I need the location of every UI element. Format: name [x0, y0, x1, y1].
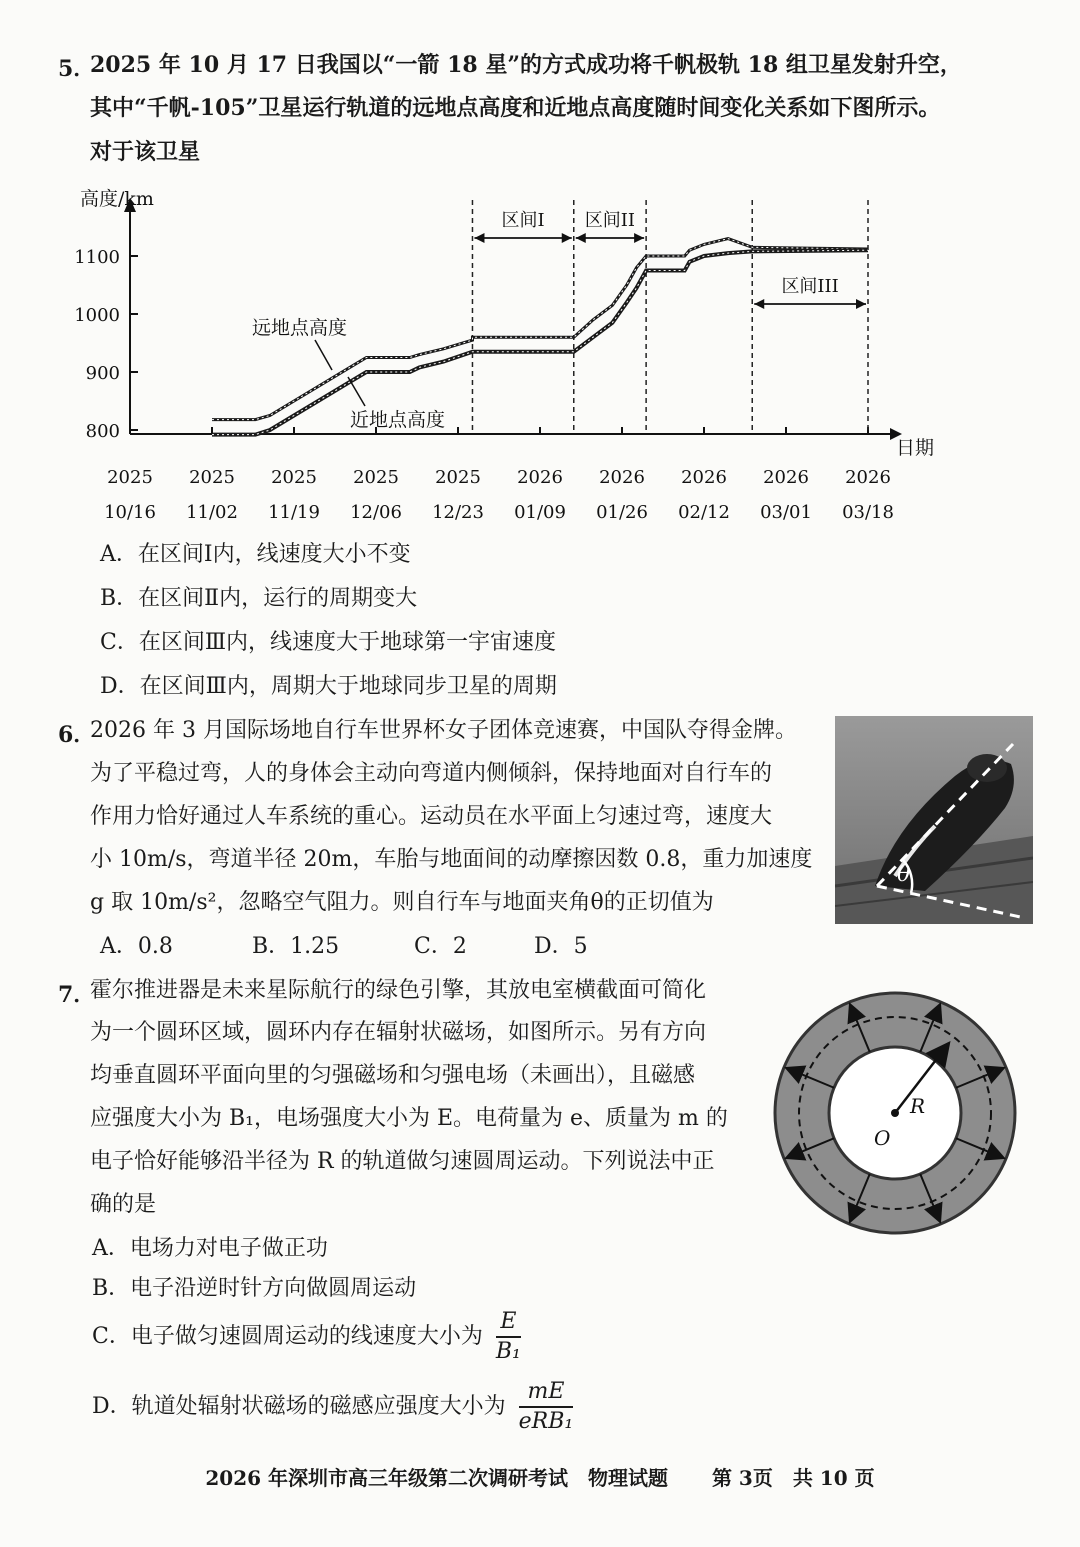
- x-tick-year: 2025: [271, 467, 317, 488]
- q6-line-4: 小 10m/s，弯道半径 20m，车胎与地面间的动摩擦因数 0.8，重力加速度: [90, 847, 813, 872]
- x-tick-year: 2026: [517, 467, 563, 488]
- x-tick-date: 03/18: [842, 502, 894, 523]
- x-tick-date: 10/16: [104, 502, 156, 523]
- interval-label: 区间II: [584, 210, 636, 231]
- q7-number: 7．: [58, 982, 96, 1008]
- interval-arrowhead: [856, 299, 866, 309]
- x-tick-year: 2025: [353, 467, 399, 488]
- x-tick-date: 11/19: [268, 502, 320, 523]
- q7-line-2: 为一个圆环区域，圆环内存在辐射状磁场，如图所示。另有方向: [90, 1020, 707, 1045]
- hall-thruster-ring-diagram: [770, 988, 1020, 1238]
- q6-option-a[interactable]: A．0.8: [100, 934, 173, 959]
- q7-line-3: 均垂直圆环平面向里的匀强磁场和匀强电场（未画出），且磁感: [90, 1063, 696, 1088]
- q5-number: 5．: [58, 56, 96, 82]
- interval-label: 区间III: [781, 276, 839, 297]
- q6-line-5: g 取 10m/s²，忽略空气阻力。则自行车与地面夹角θ的正切值为: [90, 890, 714, 915]
- x-tick-date: 01/26: [596, 502, 648, 523]
- cyclist-photo: [835, 716, 1033, 924]
- q6-option-d[interactable]: D．5: [534, 934, 588, 959]
- q5-option-b[interactable]: B．在区间Ⅱ内，运行的周期变大: [100, 586, 418, 611]
- interval-arrowhead: [562, 233, 572, 243]
- footer-page-number: 第 3页 共 10 页: [711, 1466, 875, 1490]
- series-line-perigee: [212, 250, 868, 434]
- series-label-apogee: 远地点高度: [252, 317, 348, 339]
- q5-line-3: 对于该卫星: [90, 139, 201, 165]
- x-tick-date: 12/06: [350, 502, 402, 523]
- interval-arrowhead: [474, 233, 484, 243]
- interval-arrowhead: [634, 233, 644, 243]
- y-axis-label: 高度/km: [80, 188, 154, 210]
- radius-label: R: [910, 1094, 926, 1118]
- q6-option-c[interactable]: C．2: [414, 934, 467, 959]
- x-tick-date: 11/02: [186, 502, 238, 523]
- x-tick-year: 2025: [107, 467, 153, 488]
- y-tick-label: 1100: [74, 247, 120, 268]
- page-footer: [0, 1462, 1080, 1491]
- x-tick-date: 02/12: [678, 502, 730, 523]
- x-tick-year: 2026: [763, 467, 809, 488]
- q7-line-4: 应强度大小为 B₁，电场强度大小为 E。电荷量为 e、质量为 m 的: [90, 1106, 728, 1131]
- photo-angle-label: θ: [897, 862, 911, 887]
- y-tick-label: 1000: [74, 305, 120, 326]
- series-label-perigee: 近地点高度: [350, 409, 446, 431]
- q7-option-a[interactable]: A．电场力对电子做正功: [92, 1236, 328, 1261]
- q7-option-d[interactable]: [92, 1378, 573, 1436]
- q7-option-c[interactable]: [92, 1308, 521, 1366]
- x-tick-year: 2025: [189, 467, 235, 488]
- q7-option-d-numerator: mE: [519, 1378, 574, 1408]
- x-tick-year: 2026: [845, 467, 891, 488]
- q6-line-2: 为了平稳过弯，人的身体会主动向弯道内侧倾斜，保持地面对自行车的: [90, 761, 773, 786]
- q5-option-c[interactable]: C．在区间Ⅲ内，线速度大于地球第一宇宙速度: [100, 630, 557, 655]
- leader-perigee: [348, 377, 365, 406]
- x-tick-year: 2025: [435, 467, 481, 488]
- q6-option-b[interactable]: B．1.25: [252, 934, 340, 959]
- footer-exam-title: 2026 年深圳市高三年级第二次调研考试 物理试题: [205, 1466, 669, 1490]
- q5-line-2: 其中“千帆-105”卫星运行轨道的远地点高度和近地点高度随时间变化关系如下图所示。: [90, 95, 941, 121]
- q7-line-1: 霍尔推进器是未来星际航行的绿色引擎，其放电室横截面可简化: [90, 978, 707, 1003]
- x-tick-date: 12/23: [432, 502, 484, 523]
- interval-label: 区间I: [501, 210, 545, 231]
- q7-option-c-text: C．电子做匀速圆周运动的线速度大小为: [92, 1324, 483, 1349]
- y-tick-label: 900: [85, 363, 120, 384]
- x-tick-year: 2026: [599, 467, 645, 488]
- q7-option-c-numerator: E: [496, 1308, 521, 1338]
- center-label: O: [874, 1126, 891, 1150]
- q6-number: 6．: [58, 722, 96, 748]
- q6-line-1: 2026 年 3 月国际场地自行车世界杯女子团体竞速赛，中国队夺得金牌。: [90, 718, 797, 743]
- q7-option-c-denominator: B₁: [495, 1339, 521, 1364]
- q7-option-d-denominator: eRB₁: [518, 1409, 574, 1434]
- y-tick-label: 800: [85, 421, 120, 442]
- q5-option-a[interactable]: A．在区间Ⅰ内，线速度大小不变: [100, 542, 411, 567]
- q7-option-d-text: D．轨道处辐射状磁场的磁感应强度大小为: [92, 1394, 506, 1419]
- q7-option-c-fraction: [496, 1308, 521, 1366]
- q7-option-b[interactable]: B．电子沿逆时针方向做圆周运动: [92, 1276, 417, 1301]
- interval-arrowhead: [754, 299, 764, 309]
- q5-line-1: 2025 年 10 月 17 日我国以“一箭 18 星”的方式成功将千帆极轨 18 组卫星发射升空，: [90, 52, 962, 78]
- q5-option-d[interactable]: D．在区间Ⅲ内，周期大于地球同步卫星的周期: [100, 674, 557, 699]
- x-tick-date: 01/09: [514, 502, 566, 523]
- x-tick-year: 2026: [681, 467, 727, 488]
- q7-option-d-fraction: [519, 1378, 574, 1436]
- leader-apogee: [315, 340, 332, 370]
- interval-arrowhead: [576, 233, 586, 243]
- q6-line-3: 作用力恰好通过人车系统的重心。运动员在水平面上匀速过弯，速度大: [90, 804, 773, 829]
- x-tick-date: 03/01: [760, 502, 812, 523]
- q7-line-5: 电子恰好能够沿半径为 R 的轨道做匀速圆周运动。下列说法中正: [90, 1149, 715, 1174]
- q7-line-6: 确的是: [90, 1192, 157, 1217]
- orbit-height-chart: [0, 170, 1080, 530]
- x-axis-label: 日期: [896, 437, 935, 459]
